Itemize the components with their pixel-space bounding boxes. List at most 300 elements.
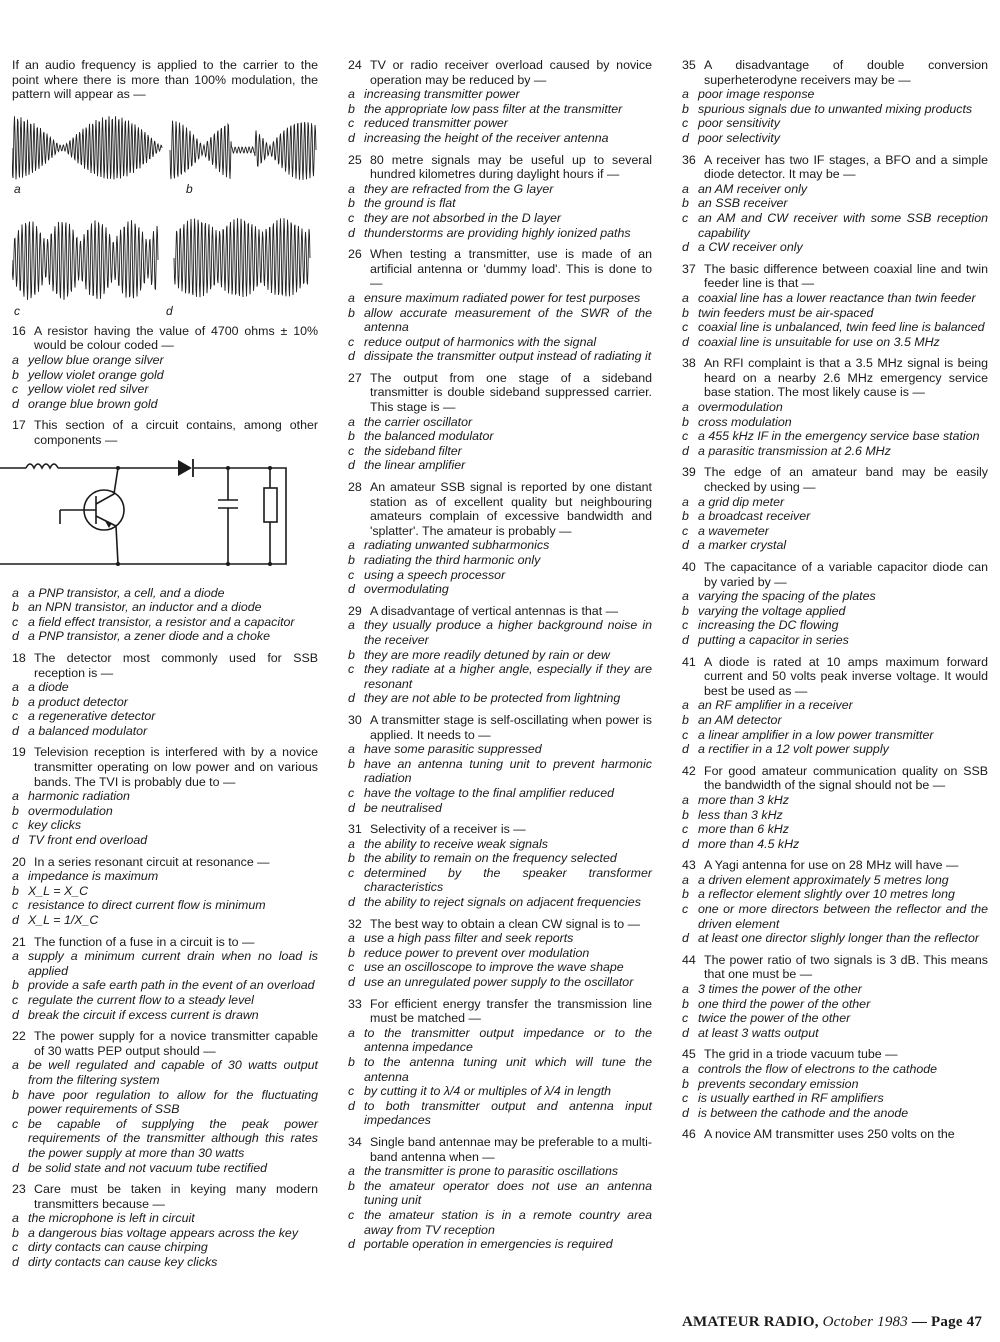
option-letter: b [12,978,19,993]
answer-option [682,291,988,306]
option-letter: a [348,931,355,946]
option-letter: b [348,1178,355,1193]
option-letter: c [682,822,689,837]
option-letter: a [682,698,689,713]
answer-option [682,196,988,211]
question-number: 35 [682,58,696,72]
question-stem: The basic difference between coaxial line and twin feeder line is that — [704,261,988,291]
option-letter: c [12,614,19,629]
option-text: they are more readily detuned by rain or dew [364,647,610,662]
answer-option [348,960,652,975]
option-text: the amateur operator does not use an antenna tuning unit [364,1178,652,1208]
question-35 [682,58,988,146]
question-19 [12,745,318,847]
answer-option [348,335,652,350]
option-text: dirty contacts can cause key clicks [28,1255,218,1270]
question-number: 19 [12,745,26,760]
question-38 [682,356,988,458]
option-letter: b [348,1055,355,1069]
question-16 [12,324,318,412]
option-letter: a [12,680,19,695]
option-letter: c [682,523,689,538]
question-number: 38 [682,356,696,371]
answer-option [348,757,652,786]
option-text: the microphone is left in circuit [28,1211,195,1226]
option-text: is usually earthed in RF amplifiers [698,1091,884,1106]
option-letter: a [12,585,19,600]
option-text: more than 3 kHz [698,792,789,807]
option-letter: b [348,101,355,116]
question-29 [348,604,652,706]
option-text: controls the flow of electrons to the cathode [698,1062,938,1076]
answer-option [682,618,988,633]
option-text: regulate the current flow to a steady level [28,992,254,1007]
answer-option [348,444,652,459]
option-letter: a [682,181,689,196]
answer-option [348,582,652,597]
option-text: 3 times the power of the other [698,982,862,997]
option-text: use an unregulated power supply to the oscillator [364,975,634,990]
answer-option [682,713,988,728]
column-1 [12,58,318,1277]
option-text: orange blue brown gold [28,396,158,411]
question-number: 46 [682,1127,696,1142]
option-letter: d [348,225,355,240]
answer-option [682,87,988,102]
option-letter: c [12,1240,19,1255]
question-number: 22 [12,1029,26,1044]
option-text: more than 6 kHz [698,822,789,837]
column-3-questions [682,58,988,1142]
option-letter: c [348,1084,355,1099]
answer-option [12,949,318,978]
question-stem: Single band antennae may be preferable to a multi-band antenna when — [370,1134,652,1164]
option-letter: a [682,1062,689,1076]
question-42 [682,764,988,852]
question-34 [348,1135,652,1252]
answer-option [348,946,652,961]
option-text: be solid state and not vacuum tube rectified [28,1160,268,1175]
question-37 [682,262,988,350]
option-text: a PNP transistor, a zener diode and a choke [28,629,270,644]
option-letter: a [682,87,689,102]
question-number: 23 [12,1182,26,1197]
option-letter: b [348,945,355,960]
option-letter: b [348,305,355,320]
answer-option [348,691,652,706]
answer-option [12,368,318,383]
option-letter: d [348,130,355,145]
answer-option [12,884,318,899]
option-letter: d [12,913,19,927]
column-2-questions [348,58,652,1252]
option-text: X_L = X_C [28,883,89,898]
footer-page: — Page 47 [911,1314,983,1330]
answer-option [682,808,988,823]
answer-option [348,568,652,583]
option-text: an NPN transistor, an inductor and a diode [28,600,262,615]
answer-option [12,1255,318,1270]
option-text: overmodulating [364,582,449,597]
option-text: a regenerative detector [28,709,156,724]
option-letter: b [682,712,689,727]
answer-option [682,240,988,255]
question-22 [12,1029,318,1175]
option-letter: d [682,632,689,647]
option-letter: d [12,833,19,848]
option-letter: b [348,196,355,211]
answer-option [682,822,988,837]
option-letter: d [12,629,19,644]
option-letter: b [682,996,689,1011]
option-text: is between the cathode and the anode [698,1105,909,1120]
option-text: they usually produce a higher background noise in the receiver [364,618,652,647]
answer-option [682,1106,988,1121]
option-text: the amateur station is in a remote country area away from TV reception [364,1207,652,1237]
option-text: coaxial line is unsuitable for use on 3.5 MHz [698,334,940,349]
option-letter: b [12,1225,19,1240]
answer-option [348,538,652,553]
option-text: poor sensitivity [698,116,780,131]
option-text: allow accurate measurement of the SWR of the antenna [364,305,652,335]
answer-option [348,895,652,910]
option-letter: d [682,1105,689,1120]
option-text: determined by the speaker transformer characteristics [364,865,652,895]
question-stem: A disadvantage of vertical antennas is that — [370,603,618,618]
option-letter: c [682,116,689,131]
answer-option [12,724,318,739]
option-text: have the voltage to the final amplifier reduced [364,785,615,800]
question-number: 41 [682,654,696,669]
option-letter: c [12,818,19,833]
question-36 [682,153,988,255]
option-letter: c [682,320,689,335]
option-letter: c [348,1207,355,1222]
option-text: one or more directors between the reflector and the driven element [698,902,988,931]
question-number: 29 [348,603,362,618]
option-letter: d [682,240,689,255]
answer-option [682,429,988,444]
answer-option [682,524,988,539]
option-text: X_L = 1/X_C [28,913,99,927]
question-17 [12,418,318,644]
answer-option [682,887,988,902]
question-number: 16 [12,323,26,338]
option-letter: c [348,443,355,458]
answer-option [348,226,652,241]
option-text: the transmitter is prone to parasitic oscillations [364,1164,619,1179]
question-stem: Selectivity of a receiver is — [370,822,526,837]
option-letter: c [682,618,689,633]
option-text: portable operation in emergencies is required [364,1237,613,1252]
option-letter: b [12,1087,19,1102]
option-text: radiating unwanted subharmonics [364,538,550,553]
question-39 [682,465,988,553]
answer-option [348,1164,652,1179]
answer-option [12,397,318,412]
option-letter: b [12,600,19,615]
question-32 [348,917,652,990]
waveform-ab [12,108,318,198]
option-letter: b [348,553,355,567]
option-text: a dangerous bias voltage appears across the key [28,1225,299,1240]
answer-option [348,102,652,117]
option-letter: c [12,382,19,397]
question-33 [348,997,652,1128]
question-number: 25 [348,152,362,167]
option-text: ensure maximum radiated power for test purposes [364,290,641,305]
option-text: have poor regulation to allow for the fluctuating power requirements of SSB [28,1087,318,1117]
option-text: an AM and CW receiver with some SSB reception capability [698,210,988,240]
answer-option [348,786,652,801]
option-letter: b [348,756,355,771]
question-stem: The best way to obtain a clean CW signal is to — [370,916,640,931]
answer-option [12,1211,318,1226]
answer-option [12,1240,318,1255]
option-text: the ability to receive weak signals [364,836,548,851]
option-text: a rectifier in a 12 volt power supply [698,742,889,757]
option-letter: d [682,931,689,946]
question-stem: A receiver has two IF stages, a BFO and a simple diode detector. It may be — [704,152,988,182]
option-letter: d [682,538,689,553]
answer-option [12,629,318,644]
answer-option [348,851,652,866]
option-text: the carrier oscillator [364,414,473,429]
option-text: have an antenna tuning unit to prevent harmonic radiation [364,756,652,786]
question-20 [12,855,318,928]
option-text: a grid dip meter [698,494,785,509]
option-letter: c [12,709,19,724]
answer-option [12,382,318,397]
question-stem: The output from one stage of a sideband transmitter is double sideband suppressed carrier. This stage is — [370,370,652,415]
circuit-diagram [12,452,318,580]
option-text: using a speech processor [364,567,506,582]
option-text: impedance is maximum [28,869,159,884]
question-27 [348,371,652,473]
option-text: a broadcast receiver [698,509,811,524]
question-stem: The capacitance of a variable capacitor diode can by varied by — [704,560,988,589]
option-letter: d [348,800,355,815]
answer-option [682,997,988,1012]
answer-option [12,680,318,695]
answer-option [348,1055,652,1084]
question-number: 39 [682,465,696,480]
option-letter: a [348,181,355,196]
question-45 [682,1047,988,1120]
option-text: the sideband filter [364,443,462,458]
option-letter: a [348,87,355,102]
question-stem: For efficient energy transfer the transmission line must be matched — [370,996,652,1026]
answer-option [12,1008,318,1023]
option-text: they are not absorbed in the D layer [364,210,561,225]
option-text: the appropriate low pass filter at the transmitter [364,101,623,116]
option-letter: a [348,618,355,633]
question-number: 43 [682,858,696,873]
option-text: more than 4.5 kHz [698,836,800,851]
answer-option [682,633,988,648]
answer-option [348,618,652,647]
answer-option [348,182,652,197]
intro-text: If an audio frequency is applied to the carrier to the point where there is more than 100% modulation, the pattern will appear as — [12,58,318,102]
option-text: putting a capacitor in series [698,632,849,647]
question-stem: A novice AM transmitter uses 250 volts on the [704,1127,955,1142]
answer-option [682,211,988,240]
answer-option [682,873,988,888]
question-stem: In a series resonant circuit at resonance — [34,854,270,869]
question-stem: An RFI complaint is that a 3.5 MHz signal is being heard on a nearby 2.6 MHz emergency service base station. The most likely cause is — [704,356,988,400]
answer-option [348,429,652,444]
answer-option [348,648,652,663]
option-text: varying the voltage applied [698,603,846,618]
page-footer [682,1314,992,1331]
question-21 [12,935,318,1023]
waveform-cd [12,212,318,312]
option-letter: d [682,334,689,349]
answer-option [682,116,988,131]
option-text: at least one director slighly longer than the reflector [698,931,980,946]
question-stem: An amateur SSB signal is reported by one distant station as of excellent quality but neighbouring amateurs complain of excessive bandwidth and 'splatter'. The amateur is probably — [370,480,652,538]
answer-option [12,695,318,710]
option-text: a parasitic transmission at 2.6 MHz [698,443,891,458]
option-text: reduced transmitter power [364,116,508,131]
option-letter: b [682,603,689,618]
question-stem: 80 metre signals may be useful up to several hundred kilometres during daylight hours if — [370,152,652,182]
option-text: they are refracted from the G layer [364,181,554,196]
question-stem: A disadvantage of double conversion superheterodyne receivers may be — [704,58,988,87]
question-26 [348,247,652,364]
answer-option [348,349,652,364]
answer-option [348,131,652,146]
waveforms-figure [12,108,318,324]
answer-option [12,1226,318,1241]
option-letter: d [682,443,689,458]
option-letter: c [682,429,689,444]
answer-option [348,662,652,691]
option-letter: d [682,130,689,145]
answer-option [682,698,988,713]
option-text: harmonic radiation [28,789,130,804]
question-stem: The power supply for a novice transmitter capable of 30 watts PEP output should — [34,1029,318,1058]
answer-option [12,993,318,1008]
option-letter: b [348,647,355,662]
option-text: increasing the DC flowing [698,618,839,633]
option-text: yellow blue orange silver [28,352,164,367]
option-letter: b [12,883,19,898]
option-letter: d [348,975,355,990]
option-text: prevents secondary emission [698,1076,859,1091]
question-number: 40 [682,560,696,574]
option-letter: c [12,1116,19,1131]
answer-option [12,869,318,884]
question-number: 32 [348,916,362,931]
answer-option [682,400,988,415]
question-stem: The power ratio of two signals is 3 dB. This means that one must be — [704,952,988,982]
question-number: 33 [348,996,362,1011]
option-letter: a [682,400,689,415]
option-letter: b [682,101,689,116]
answer-option [682,742,988,757]
option-letter: a [682,290,689,305]
answer-option [348,866,652,895]
option-letter: a [348,290,355,305]
option-text: dissipate the transmitter output instead of radiating it [364,349,652,364]
option-text: by cutting it to λ/4 or multiples of λ/4 in length [364,1084,612,1099]
question-28 [348,480,652,597]
option-letter: c [348,662,355,677]
option-letter: a [348,414,355,429]
answer-option [12,353,318,368]
answer-option [348,975,652,990]
answer-option [682,837,988,852]
option-letter: a [12,789,19,804]
option-text: a marker crystal [698,538,787,553]
option-letter: a [12,869,19,884]
option-letter: d [348,895,355,910]
option-text: yellow violet red silver [28,382,149,397]
option-text: a reflector element slightly over 10 metres long [698,887,955,902]
answer-option [12,818,318,833]
option-text: the ability to reject signals on adjacent frequencies [364,895,641,910]
option-letter: b [12,367,19,382]
question-stem: The grid in a triode vacuum tube — [704,1047,898,1062]
option-letter: a [348,1025,355,1040]
question-stem: A Yagi antenna for use on 28 MHz will have — [704,858,959,873]
wave-label-c: c [14,303,20,318]
option-letter: c [682,902,689,917]
option-text: have some parasitic suppressed [364,742,542,757]
answer-option [682,589,988,604]
question-25 [348,153,652,241]
column-2 [348,58,652,1259]
option-text: provide a safe earth path in the event of an overload [28,978,315,993]
answer-option [682,509,988,524]
option-text: spurious signals due to unwanted mixing products [698,101,973,116]
question-number: 27 [348,370,362,385]
answer-option [12,1058,318,1087]
option-letter: b [348,429,355,444]
question-number: 21 [12,934,26,949]
answer-option [348,801,652,816]
option-text: an RF amplifier in a receiver [698,698,853,713]
option-letter: c [348,785,355,800]
option-text: coaxial line is unbalanced, twin feed line is balanced [698,320,985,335]
option-letter: d [12,1255,19,1270]
option-text: overmodulation [28,803,113,818]
answer-option [682,495,988,510]
question-41 [682,655,988,757]
option-text: be capable of supplying the peak power requirements of the transmitter although this rates the power supply at more than 30 watts [28,1116,318,1160]
question-stem: Care must be taken in keying many modern transmitters because — [34,1182,318,1211]
question-number: 42 [682,763,696,778]
answer-option [682,728,988,743]
answer-option [12,709,318,724]
option-letter: a [682,494,689,509]
option-letter: b [12,803,19,818]
answer-option [12,833,318,848]
question-30 [348,713,652,815]
option-letter: c [348,116,355,131]
option-text: resistance to direct current flow is minimum [28,898,266,913]
question-stem: The function of a fuse in a circuit is to — [34,934,255,949]
column-3 [682,58,988,1149]
answer-option [682,931,988,946]
wave-label-a: a [14,181,21,196]
option-letter: a [12,1211,19,1226]
question-stem: The edge of an amateur band may be easily checked by using — [704,465,988,495]
option-text: they radiate at a higher angle, especially if they are resonant [364,662,652,691]
question-24 [348,58,652,146]
option-text: a linear amplifier in a low power transmitter [698,727,934,742]
